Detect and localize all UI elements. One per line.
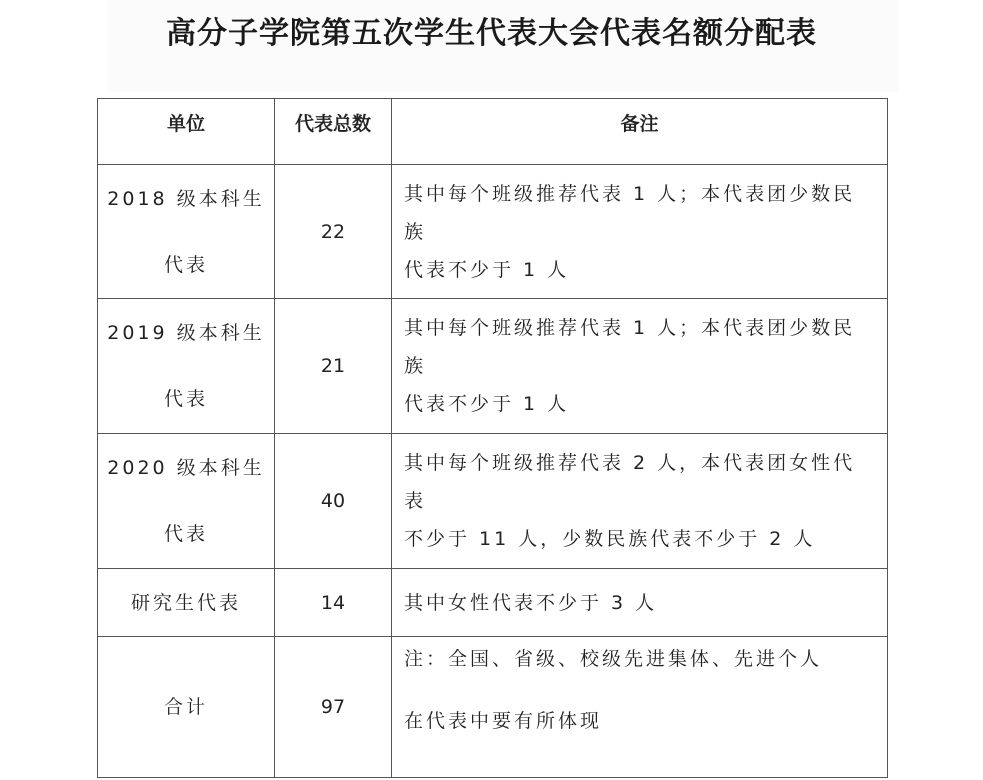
count-cell: 14 [275,569,392,637]
unit-cell [98,165,275,299]
unit-label: 2018 级本科生 [107,187,265,210]
count-cell: 22 [275,165,392,299]
note-line: 代表不少于 1 人 [404,258,570,281]
note-line: 注：全国、省级、校级先进集体、先进个人 [404,648,823,670]
note-line: 其中每个班级推荐代表 1 人；本代表团少数民族 [404,182,856,243]
header-unit: 单位 [98,99,275,165]
table-header-row [98,99,888,165]
count-cell: 97 [275,637,392,778]
note-line: 代表不少于 1 人 [404,393,570,415]
note-cell [392,637,888,778]
table-row [98,637,888,778]
note-line: 在代表中要有所体现 [404,710,603,732]
unit-cell [98,434,275,569]
note-line: 其中女性代表不少于 3 人 [404,591,658,614]
table-row [98,299,888,434]
header-count: 代表总数 [275,99,392,165]
note-cell [392,299,888,434]
quota-table [97,98,888,778]
table-row [98,569,888,637]
unit-label: 代表 [163,523,208,545]
unit-cell [98,569,275,637]
unit-label: 研究生代表 [130,591,241,614]
unit-label: 代表 [163,388,208,410]
note-line: 其中每个班级推荐代表 2 人，本代表团女性代表 [404,452,856,512]
note-cell [392,569,888,637]
note-line: 其中每个班级推荐代表 1 人；本代表团少数民族 [404,317,856,377]
note-gap [404,675,875,705]
unit-label: 2020 级本科生 [107,457,265,479]
page-title: 高分子学院第五次学生代表大会代表名额分配表 [166,16,817,51]
header-note: 备注 [392,99,888,165]
count-cell: 21 [275,299,392,434]
note-line: 不少于 11 人，少数民族代表不少于 2 人 [404,528,816,550]
table-row [98,165,888,299]
unit-cell [98,299,275,434]
note-cell [392,165,888,299]
unit-label: 合计 [163,696,208,718]
unit-label: 代表 [163,253,208,276]
count-cell: 40 [275,434,392,569]
unit-cell [98,637,275,778]
table-row [98,434,888,569]
note-cell [392,434,888,569]
unit-label: 2019 级本科生 [107,322,265,344]
